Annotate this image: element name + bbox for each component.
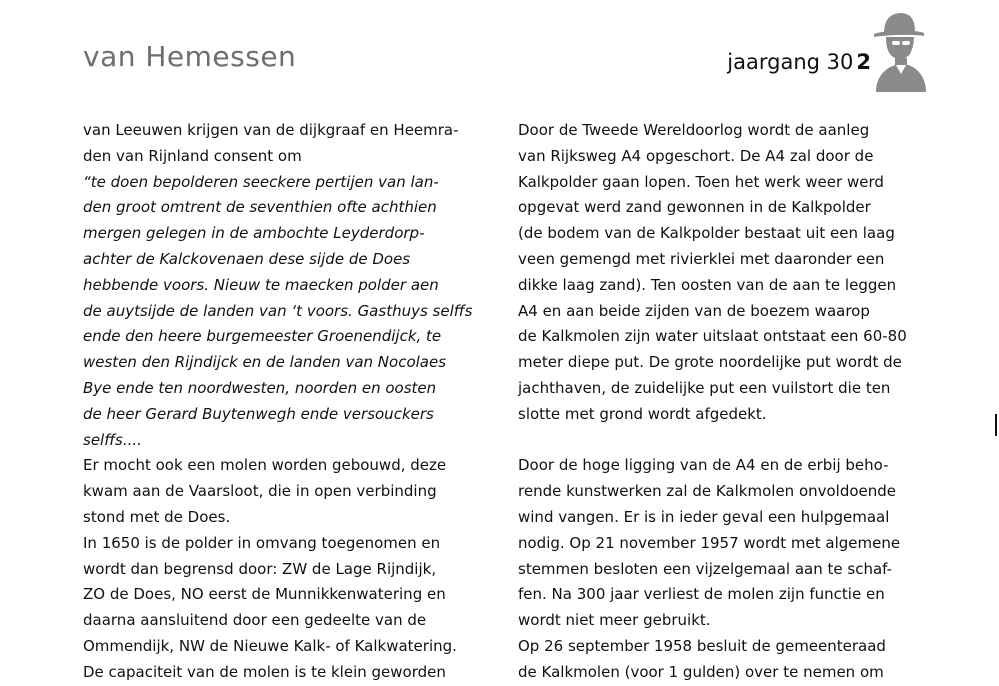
- page-title: van Hemessen: [83, 40, 297, 73]
- volume-label: jaargang 30: [727, 50, 854, 74]
- right-column-line: Kalkpolder gaan lopen. Toen het werk weer werd: [518, 172, 884, 191]
- right-column-line: wordt niet meer gebruikt.: [518, 611, 711, 630]
- left-column-line: Bye ende ten noordwesten, noorden en oosten: [83, 378, 437, 397]
- left-column-line: den groot omtrent de seventhien ofte achthien: [83, 198, 437, 217]
- right-column-line: fen. Na 300 jaar verliest de molen zijn functie en: [518, 585, 885, 604]
- left-column-line: daarna aansluitend door een gedeelte van de: [83, 611, 427, 630]
- text-cursor: [995, 414, 997, 436]
- right-column: [518, 118, 918, 686]
- right-column-line: dikke laag zand). Ten oosten van de aan te leggen: [518, 275, 897, 294]
- left-column: [83, 118, 483, 686]
- man-with-hat-silhouette-icon: [870, 8, 928, 92]
- left-column-line: de auytsijde de landen van ‘t voors. Gasthuys selffs: [83, 301, 473, 320]
- left-column-line: stond met de Does.: [83, 507, 231, 526]
- right-column-line: meter diepe put. De grote noordelijke put wordt de: [518, 353, 902, 372]
- right-column-line: slotte met grond wordt afgedekt.: [518, 404, 767, 423]
- left-column-line: De capaciteit van de molen is te klein geworden: [83, 662, 446, 681]
- left-column-line: westen den Rijndijck en de landen van Nocolaes: [83, 353, 447, 372]
- left-column-line: de heer Gerard Buytenwegh ende versouckers: [83, 404, 434, 423]
- right-column-line: stemmen besloten een vijzelgemaal aan te schaf-: [518, 559, 893, 578]
- right-column-line: Door de hoge ligging van de A4 en de erbij beho-: [518, 456, 889, 475]
- issue-label: [727, 50, 871, 74]
- left-column-line: ZO de Does, NO eerst de Munnikkenwatering en: [83, 585, 446, 604]
- right-column-line: de Kalkmolen zijn water uitslaat ontstaat een 60-80: [518, 327, 907, 346]
- left-column-line: mergen gelegen in de ambochte Leyderdorp-: [83, 224, 425, 243]
- page-number: 2: [856, 50, 871, 74]
- right-column-line: veen gemengd met rivierklei met daaronder een: [518, 249, 885, 268]
- left-column-line: ende den heere burgemeester Groenendijck, te: [83, 327, 442, 346]
- right-column-line: (de bodem van de Kalkpolder bestaat uit een laag: [518, 224, 895, 243]
- right-column-line: wind vangen. Er is in ieder geval een hulpgemaal: [518, 507, 890, 526]
- right-column-line: van Rijksweg A4 opgeschort. De A4 zal door de: [518, 146, 874, 165]
- left-column-line: selffs....: [83, 430, 142, 449]
- left-column-line: achter de Kalckovenaen dese sijde de Does: [83, 249, 411, 268]
- left-column-line: “te doen bepolderen seeckere pertijen van lan-: [83, 172, 439, 191]
- right-column-line: Door de Tweede Wereldoorlog wordt de aanleg: [518, 121, 870, 139]
- right-column-line: jachthaven, de zuidelijke put een vuilstort die ten: [518, 378, 891, 397]
- left-column-line: wordt dan begrensd door: ZW de Lage Rijndijk,: [83, 559, 437, 578]
- left-column-line: hebbende voors. Nieuw te maecken polder aen: [83, 275, 439, 294]
- left-column-line: van Leeuwen krijgen van de dijkgraaf en Heemra-: [83, 121, 459, 139]
- right-column-line: rende kunstwerken zal de Kalkmolen onvoldoende: [518, 482, 897, 501]
- right-column-line: opgevat werd zand gewonnen in de Kalkpolder: [518, 198, 871, 217]
- left-column-line: Ommendijk, NW de Nieuwe Kalk- of Kalkwatering.: [83, 636, 457, 655]
- left-column-line: In 1650 is de polder in omvang toegenomen en: [83, 533, 441, 552]
- right-column-line: [518, 428, 918, 454]
- right-column-line: A4 en aan beide zijden van de boezem waarop: [518, 301, 870, 320]
- left-column-line: kwam aan de Vaarsloot, die in open verbinding: [83, 482, 437, 501]
- right-column-line: nodig. Op 21 november 1957 wordt met algemene: [518, 533, 901, 552]
- right-column-line: Op 26 september 1958 besluit de gemeenteraad: [518, 636, 886, 655]
- left-column-line: den van Rijnland consent om: [83, 146, 302, 165]
- right-column-line: de Kalkmolen (voor 1 gulden) over te nemen om: [518, 662, 884, 681]
- left-column-line: Er mocht ook een molen worden gebouwd, deze: [83, 456, 447, 475]
